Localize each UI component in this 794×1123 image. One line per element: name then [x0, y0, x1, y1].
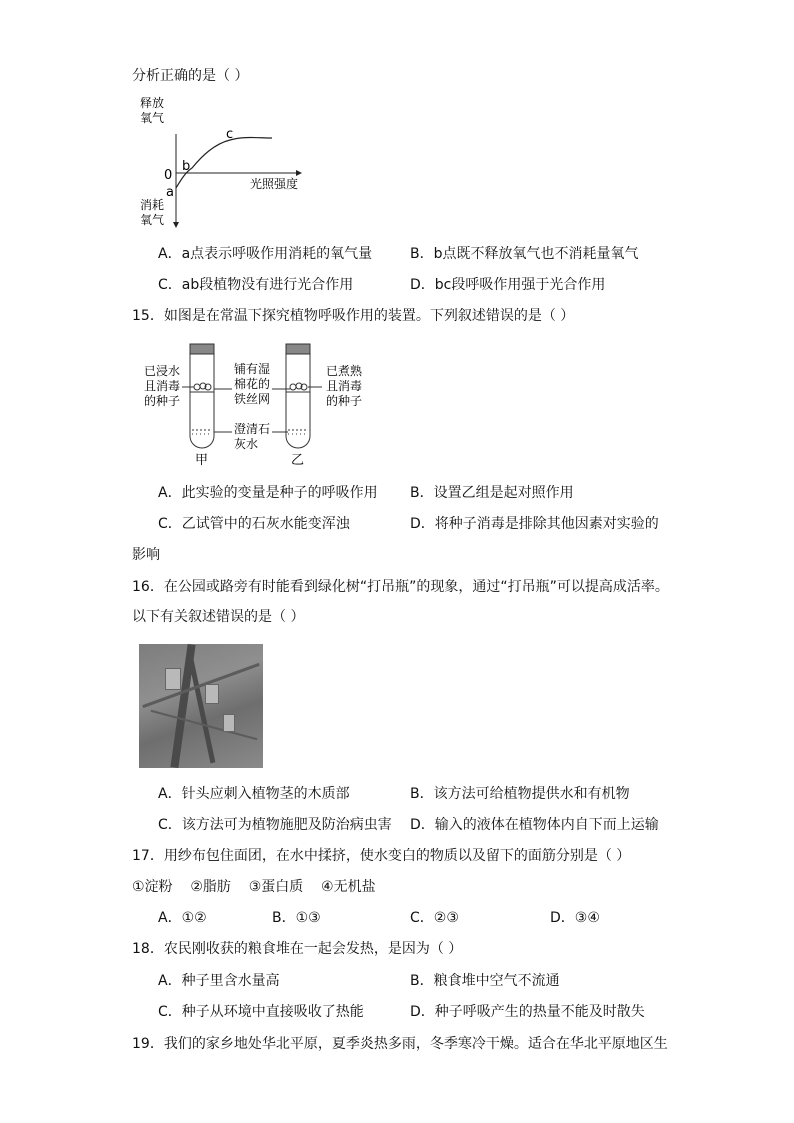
q16-option-b[interactable]: B．该方法可给植物提供水和有机物 [410, 786, 630, 802]
point-c-label: c [226, 127, 234, 142]
mid-label-1: 铺有湿 [234, 362, 271, 376]
q17-option-c[interactable]: C．②③ [410, 910, 459, 926]
q15-option-a[interactable]: A．此实验的变量是种子的呼吸作用 [158, 485, 378, 501]
q18-option-b[interactable]: B．粮食堆中空气不流通 [410, 973, 560, 989]
q14-option-c[interactable]: C．ab段植物没有进行光合作用 [158, 277, 354, 293]
q18-stem: 18．农民刚收获的粮食堆在一起会发热，是因为（ ） [132, 941, 463, 957]
y-bottom-label-line2: 氧气 [140, 213, 165, 227]
q15-option-d[interactable]: D．将种子消毒是排除其他因素对实验的 [410, 516, 659, 532]
q14-stem-tail: 分析正确的是（ ） [132, 68, 249, 84]
right-label-1: 已煮熟 [326, 364, 363, 378]
y-bottom-label-line1: 消耗 [140, 198, 165, 212]
q14-option-d[interactable]: D．bc段呼吸作用强于光合作用 [410, 277, 606, 293]
mid-label-2: 棉花的 [234, 377, 271, 391]
q15-stem: 15．如图是在常温下探究植物呼吸作用的装置。下列叙述错误的是（ ） [132, 308, 575, 324]
q15-option-b[interactable]: B．设置乙组是起对照作用 [410, 485, 574, 501]
q17-option-b[interactable]: B．①③ [272, 910, 321, 926]
tree-iv-drip-photo [139, 644, 263, 768]
left-label-3: 的种子 [144, 394, 181, 408]
q15-option-c[interactable]: C．乙试管中的石灰水能变浑浊 [158, 516, 350, 532]
q14-option-b[interactable]: B．b点既不释放氧气也不消耗量氧气 [410, 246, 639, 262]
q14-option-a[interactable]: A．a点表示呼吸作用消耗的氧气量 [158, 246, 373, 262]
left-label-2: 且消毒 [144, 379, 181, 393]
tube-jia-label: 甲 [195, 453, 209, 468]
q16-option-c[interactable]: C．该方法可为植物施肥及防治病虫害 [158, 817, 392, 833]
left-label-1: 已浸水 [144, 364, 181, 378]
q16-option-a[interactable]: A．针头应刺入植物茎的木质部 [158, 786, 350, 802]
q15-option-d-continued: 影响 [132, 547, 160, 563]
q16-option-d[interactable]: D．输入的液体在植物体内自下而上运输 [410, 817, 659, 833]
q18-option-a[interactable]: A．种子里含水量高 [158, 973, 280, 989]
liquid-label-2: 灰水 [234, 437, 259, 451]
right-label-3: 的种子 [326, 394, 363, 408]
tube-yi-label: 乙 [291, 453, 305, 468]
q18-option-d[interactable]: D．种子呼吸产生的热量不能及时散失 [410, 1004, 645, 1020]
y-top-label-line2: 氧气 [140, 111, 165, 125]
y-top-label-line1: 释放 [140, 96, 165, 110]
q17-items: ①淀粉 ②脂肪 ③蛋白质 ④无机盐 [132, 879, 376, 895]
q14-oxygen-light-graph [140, 96, 310, 232]
q16-stem-line1: 16．在公园或路旁有时能看到绿化树“打吊瓶”的现象，通过“打吊瓶”可以提高成活率。 [132, 579, 669, 595]
liquid-label-1: 澄清石 [234, 422, 271, 436]
x-axis-label: 光照强度 [250, 177, 299, 191]
mid-label-3: 铁丝网 [234, 392, 271, 406]
point-b-label: b [182, 159, 191, 174]
q17-option-d[interactable]: D．③④ [550, 910, 600, 926]
point-a-label: a [166, 185, 174, 200]
q17-stem: 17．用纱布包住面团，在水中揉挤，使水变白的物质以及留下的面筋分别是（ ） [132, 848, 631, 864]
q16-stem-line2: 以下有关叙述错误的是（ ） [132, 609, 305, 625]
q15-respiration-apparatus [142, 340, 374, 468]
origin-label: 0 [164, 168, 173, 183]
q18-option-c[interactable]: C．种子从环境中直接吸收了热能 [158, 1004, 364, 1020]
q19-stem: 19．我们的家乡地处华北平原，夏季炎热多雨，冬季寒冷干燥。适合在华北平原地区生 [132, 1036, 668, 1052]
right-label-2: 且消毒 [326, 379, 363, 393]
q17-option-a[interactable]: A．①② [158, 910, 207, 926]
